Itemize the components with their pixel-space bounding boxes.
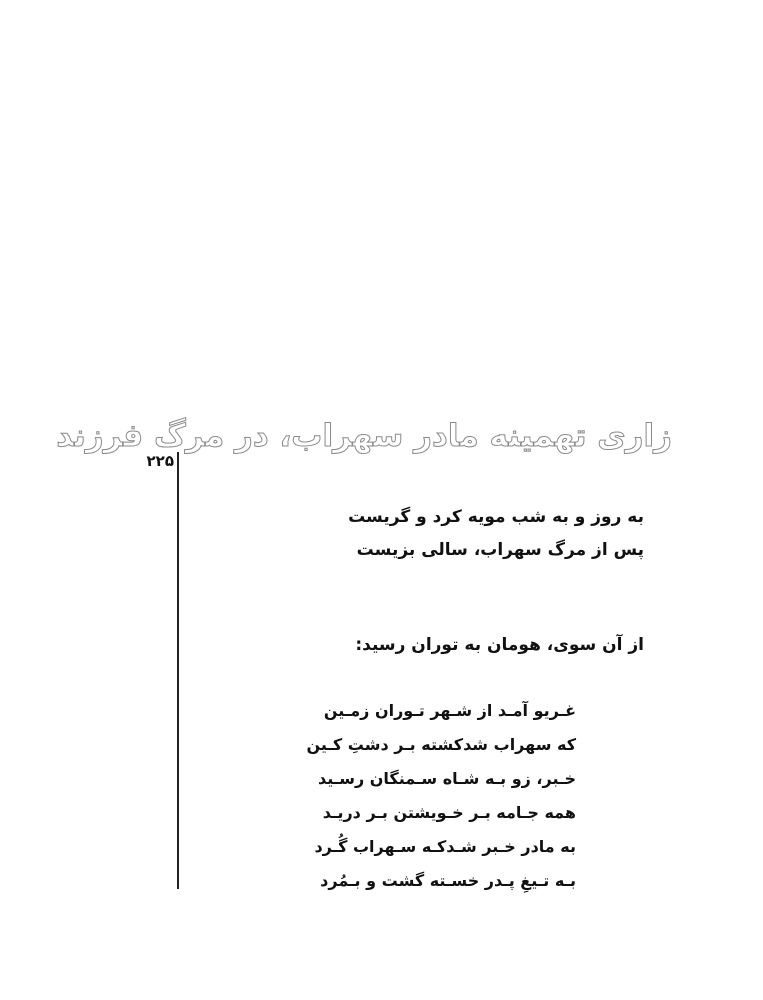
intro-line: پس از مرگ سهراب، سالی بزیست	[356, 540, 644, 560]
intro-couplet	[200, 501, 644, 567]
verse-line: که سهراب شدکشته بـر دشتِ کـین	[306, 735, 576, 754]
verse-line: به مادر خـبر شـدکـه سـهراب گُـرد	[314, 837, 576, 856]
chapter-title: زاری تهمینه مادر سهراب، در مرگ فرزند	[56, 418, 672, 454]
narration-line: از آن سوی، هومان به توران رسید:	[355, 635, 644, 655]
verse-line: بـه تـیغِ پـدر خسـته گشت و بـمُرد	[320, 871, 576, 890]
page-number: ۲۲۵	[146, 452, 174, 470]
verse-line: غـریو آمـد از شـهر تـوران زمـین	[323, 701, 576, 720]
margin-rule	[177, 452, 179, 889]
verse-line: همه جـامه بـر خـویشتن بـر دریـد	[322, 803, 576, 822]
verse-block	[200, 694, 576, 898]
verse-line: خـبر، زو بـه شـاه سـمنگان رسـید	[317, 769, 576, 788]
intro-line: به روز و به شب مویه کرد و گریست	[348, 507, 644, 527]
